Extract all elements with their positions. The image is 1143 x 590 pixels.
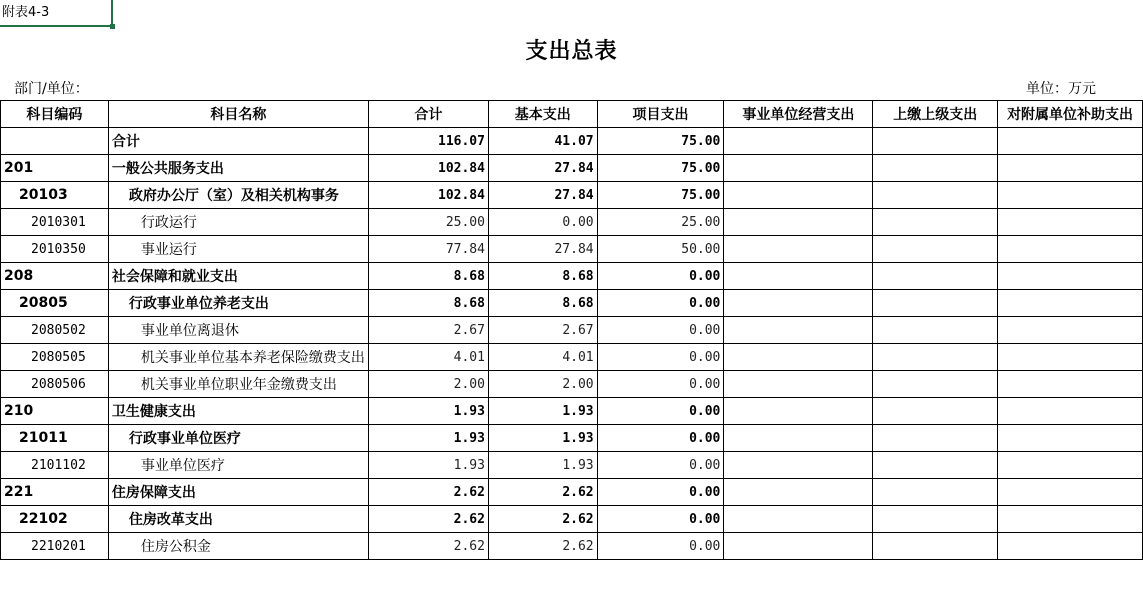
table-row [1, 263, 1143, 290]
subsidy-cell[interactable] [998, 155, 1143, 182]
name-cell[interactable]: 机关事业单位职业年金缴费支出 [108, 371, 368, 398]
expense-table [0, 100, 1143, 560]
subsidy-cell[interactable] [998, 371, 1143, 398]
business-cell[interactable] [724, 398, 873, 425]
project-cell[interactable]: 0.00 [597, 317, 724, 344]
total-cell[interactable]: 2.62 [368, 506, 488, 533]
basic-cell[interactable]: 8.68 [488, 290, 597, 317]
table-row [1, 236, 1143, 263]
remit-cell[interactable] [873, 155, 998, 182]
business-cell[interactable] [724, 155, 873, 182]
code-cell[interactable]: 210 [1, 398, 109, 425]
remit-cell[interactable] [873, 317, 998, 344]
header-cell[interactable]: 上缴上级支出 [873, 101, 998, 128]
table-row [1, 128, 1143, 155]
remit-cell[interactable] [873, 425, 998, 452]
total-cell[interactable]: 8.68 [368, 290, 488, 317]
basic-cell[interactable]: 0.00 [488, 209, 597, 236]
code-cell[interactable]: 2010301 [1, 209, 109, 236]
total-cell[interactable]: 2.62 [368, 533, 488, 560]
project-cell[interactable]: 75.00 [597, 128, 724, 155]
header-cell[interactable]: 科目名称 [108, 101, 368, 128]
table-row [1, 506, 1143, 533]
subsidy-cell[interactable] [998, 533, 1143, 560]
name-cell[interactable]: 行政事业单位养老支出 [108, 290, 368, 317]
project-cell[interactable]: 50.00 [597, 236, 724, 263]
total-cell[interactable]: 116.07 [368, 128, 488, 155]
total-cell[interactable]: 2.00 [368, 371, 488, 398]
basic-cell[interactable]: 8.68 [488, 263, 597, 290]
total-cell[interactable]: 102.84 [368, 182, 488, 209]
code-cell[interactable]: 20103 [1, 182, 109, 209]
subsidy-cell[interactable] [998, 425, 1143, 452]
project-cell[interactable]: 75.00 [597, 182, 724, 209]
code-cell[interactable]: 2210201 [1, 533, 109, 560]
name-cell[interactable]: 行政运行 [108, 209, 368, 236]
header-cell[interactable]: 科目编码 [1, 101, 109, 128]
header-cell[interactable]: 对附属单位补助支出 [998, 101, 1143, 128]
total-cell[interactable]: 2.67 [368, 317, 488, 344]
cell-ref-text: 附表4-3 [2, 5, 50, 20]
project-cell[interactable]: 25.00 [597, 209, 724, 236]
total-cell[interactable]: 1.93 [368, 398, 488, 425]
table-row [1, 290, 1143, 317]
project-cell[interactable]: 0.00 [597, 479, 724, 506]
name-cell[interactable]: 行政事业单位医疗 [108, 425, 368, 452]
basic-cell[interactable]: 2.62 [488, 506, 597, 533]
code-cell[interactable]: 21011 [1, 425, 109, 452]
remit-cell[interactable] [873, 344, 998, 371]
code-cell[interactable]: 2080502 [1, 317, 109, 344]
project-cell[interactable]: 75.00 [597, 155, 724, 182]
business-cell[interactable] [724, 425, 873, 452]
business-cell[interactable] [724, 263, 873, 290]
table-row [1, 479, 1143, 506]
basic-cell[interactable]: 4.01 [488, 344, 597, 371]
remit-cell[interactable] [873, 398, 998, 425]
code-cell[interactable]: 201 [1, 155, 109, 182]
project-cell[interactable]: 0.00 [597, 290, 724, 317]
name-cell[interactable]: 事业单位离退休 [108, 317, 368, 344]
table-row [1, 398, 1143, 425]
code-cell[interactable]: 208 [1, 263, 109, 290]
basic-cell[interactable]: 2.62 [488, 479, 597, 506]
table-row [1, 533, 1143, 560]
basic-cell[interactable]: 2.62 [488, 533, 597, 560]
subsidy-cell[interactable] [998, 236, 1143, 263]
remit-cell[interactable] [873, 533, 998, 560]
business-cell[interactable] [724, 128, 873, 155]
table-row [1, 452, 1143, 479]
dept-label: 部门/单位： [14, 81, 89, 97]
business-cell[interactable] [724, 344, 873, 371]
code-cell[interactable]: 221 [1, 479, 109, 506]
name-cell[interactable]: 政府办公厅（室）及相关机构事务 [108, 182, 368, 209]
header-cell[interactable]: 基本支出 [488, 101, 597, 128]
total-cell[interactable]: 77.84 [368, 236, 488, 263]
project-cell[interactable]: 0.00 [597, 398, 724, 425]
basic-cell[interactable]: 27.84 [488, 236, 597, 263]
total-cell[interactable]: 4.01 [368, 344, 488, 371]
subsidy-cell[interactable] [998, 128, 1143, 155]
table-row [1, 182, 1143, 209]
subsidy-cell[interactable] [998, 398, 1143, 425]
code-cell[interactable]: 2101102 [1, 452, 109, 479]
header-row [1, 101, 1143, 128]
basic-cell[interactable]: 1.93 [488, 398, 597, 425]
total-cell[interactable]: 102.84 [368, 155, 488, 182]
name-cell[interactable]: 住房公积金 [108, 533, 368, 560]
unit-label: 单位：万元 [1026, 81, 1096, 97]
table-row [1, 155, 1143, 182]
fill-handle[interactable] [110, 24, 115, 29]
table-row [1, 371, 1143, 398]
name-cell[interactable]: 事业单位医疗 [108, 452, 368, 479]
code-cell[interactable]: 2010350 [1, 236, 109, 263]
business-cell[interactable] [724, 506, 873, 533]
code-cell[interactable]: 2080506 [1, 371, 109, 398]
basic-cell[interactable]: 1.93 [488, 452, 597, 479]
table-row [1, 209, 1143, 236]
business-cell[interactable] [724, 317, 873, 344]
table-row [1, 344, 1143, 371]
table-row [1, 317, 1143, 344]
remit-cell[interactable] [873, 479, 998, 506]
remit-cell[interactable] [873, 128, 998, 155]
project-cell[interactable]: 0.00 [597, 263, 724, 290]
remit-cell[interactable] [873, 452, 998, 479]
subsidy-cell[interactable] [998, 452, 1143, 479]
name-cell[interactable]: 社会保障和就业支出 [108, 263, 368, 290]
business-cell[interactable] [724, 290, 873, 317]
name-cell[interactable]: 事业运行 [108, 236, 368, 263]
name-cell[interactable]: 住房保障支出 [108, 479, 368, 506]
business-cell[interactable] [724, 209, 873, 236]
subsidy-cell[interactable] [998, 317, 1143, 344]
basic-cell[interactable]: 2.00 [488, 371, 597, 398]
business-cell[interactable] [724, 533, 873, 560]
total-cell[interactable]: 8.68 [368, 263, 488, 290]
total-cell[interactable]: 25.00 [368, 209, 488, 236]
name-cell[interactable]: 合计 [108, 128, 368, 155]
code-cell[interactable]: 22102 [1, 506, 109, 533]
subsidy-cell[interactable] [998, 182, 1143, 209]
selected-cell[interactable] [0, 0, 113, 27]
total-cell[interactable]: 1.93 [368, 452, 488, 479]
header-cell[interactable]: 项目支出 [597, 101, 724, 128]
remit-cell[interactable] [873, 371, 998, 398]
business-cell[interactable] [724, 182, 873, 209]
code-cell[interactable]: 20805 [1, 290, 109, 317]
business-cell[interactable] [724, 236, 873, 263]
subsidy-cell[interactable] [998, 209, 1143, 236]
project-cell[interactable]: 0.00 [597, 506, 724, 533]
code-cell[interactable] [1, 128, 109, 155]
subsidy-cell[interactable] [998, 263, 1143, 290]
page-title: 支出总表 [525, 38, 618, 64]
basic-cell[interactable]: 1.93 [488, 425, 597, 452]
subsidy-cell[interactable] [998, 479, 1143, 506]
header-cell[interactable]: 事业单位经营支出 [724, 101, 873, 128]
remit-cell[interactable] [873, 182, 998, 209]
business-cell[interactable] [724, 371, 873, 398]
code-cell[interactable]: 2080505 [1, 344, 109, 371]
name-cell[interactable]: 卫生健康支出 [108, 398, 368, 425]
table-row [1, 425, 1143, 452]
remit-cell[interactable] [873, 236, 998, 263]
basic-cell[interactable]: 41.07 [488, 128, 597, 155]
name-cell[interactable]: 住房改革支出 [108, 506, 368, 533]
basic-cell[interactable]: 2.67 [488, 317, 597, 344]
total-cell[interactable]: 2.62 [368, 479, 488, 506]
remit-cell[interactable] [873, 506, 998, 533]
subsidy-cell[interactable] [998, 344, 1143, 371]
business-cell[interactable] [724, 452, 873, 479]
remit-cell[interactable] [873, 209, 998, 236]
subsidy-cell[interactable] [998, 290, 1143, 317]
name-cell[interactable]: 一般公共服务支出 [108, 155, 368, 182]
basic-cell[interactable]: 27.84 [488, 155, 597, 182]
total-cell[interactable]: 1.93 [368, 425, 488, 452]
project-cell[interactable]: 0.00 [597, 452, 724, 479]
header-cell[interactable]: 合计 [368, 101, 488, 128]
remit-cell[interactable] [873, 263, 998, 290]
project-cell[interactable]: 0.00 [597, 533, 724, 560]
business-cell[interactable] [724, 479, 873, 506]
project-cell[interactable]: 0.00 [597, 371, 724, 398]
subsidy-cell[interactable] [998, 506, 1143, 533]
name-cell[interactable]: 机关事业单位基本养老保险缴费支出 [108, 344, 368, 371]
project-cell[interactable]: 0.00 [597, 344, 724, 371]
basic-cell[interactable]: 27.84 [488, 182, 597, 209]
remit-cell[interactable] [873, 290, 998, 317]
project-cell[interactable]: 0.00 [597, 425, 724, 452]
